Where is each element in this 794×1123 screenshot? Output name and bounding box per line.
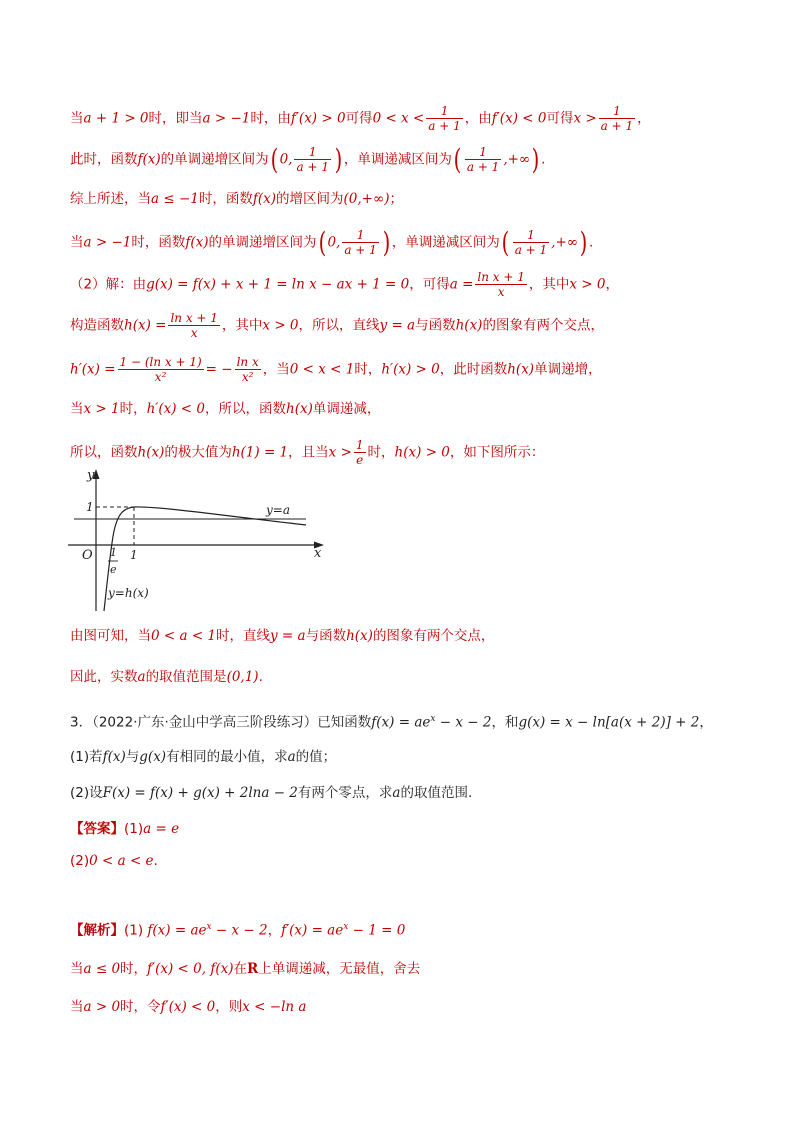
- denominator: a + 1: [344, 243, 377, 257]
- math: h(1) = 1: [231, 444, 289, 461]
- text: 单调递增，: [534, 361, 602, 378]
- denominator: a + 1: [296, 160, 329, 174]
- text: 在: [233, 961, 247, 977]
- text: 的值；: [295, 749, 337, 765]
- math: 0 < a < e: [89, 853, 154, 869]
- math: a: [392, 785, 401, 801]
- math-superscript: x: [430, 714, 436, 724]
- text: ，且当: [288, 444, 329, 461]
- math: − x − 2: [211, 922, 268, 939]
- text: 的取值范围.: [400, 785, 473, 801]
- denominator: x: [475, 284, 526, 299]
- function-graph: [68, 465, 338, 613]
- text: 所以，函数: [70, 444, 138, 461]
- text: 综上所述，当: [70, 191, 151, 207]
- text: 的图象有两个交点，: [482, 317, 604, 334]
- analysis-line-3: [70, 996, 764, 1018]
- math: x < −ln a: [242, 999, 307, 1015]
- math: h(x): [507, 361, 535, 378]
- text: 的单调递增区间为: [160, 151, 269, 168]
- text: ，当: [262, 361, 290, 378]
- solution-line-1: [70, 104, 764, 133]
- text: 时，: [354, 361, 382, 378]
- math-bold: R: [246, 961, 259, 977]
- text: 当: [70, 961, 84, 977]
- math: ,+∞: [551, 234, 579, 251]
- math: a > 0: [83, 999, 121, 1015]
- text: (2)设: [70, 785, 103, 801]
- math: x > 0: [262, 317, 299, 334]
- math: g(x) = x − ln[a(x + 2)] + 2: [518, 714, 700, 731]
- text: 的极大值为: [164, 444, 232, 461]
- numerator: 1: [308, 145, 317, 159]
- problem-3-part-2: [70, 782, 764, 804]
- fraction: [426, 104, 462, 133]
- math: f(x): [102, 749, 126, 765]
- math: f(x): [252, 191, 276, 207]
- math: a = e: [143, 821, 180, 837]
- math: (0,1): [226, 669, 259, 685]
- text: 时，由: [250, 110, 291, 127]
- fraction: [118, 355, 204, 384]
- answer-line-1: [70, 818, 764, 840]
- math: f(x) = ae: [371, 714, 431, 731]
- math: − x − 2: [435, 714, 492, 731]
- text: ，所以，直线: [298, 317, 380, 334]
- text: ，: [637, 110, 651, 127]
- math: f′(x) > 0: [290, 110, 346, 127]
- math: f′(x) < 0: [491, 110, 547, 127]
- math: 0 < x <: [372, 110, 425, 127]
- text: ，单调递减区间为: [391, 234, 500, 251]
- math: 0 < x < 1: [289, 361, 355, 378]
- x-tick-label-one: 1: [130, 548, 138, 562]
- math: h(x): [286, 401, 313, 417]
- fraction: [235, 355, 261, 384]
- text: 3．（2022·广东·金山中学高三阶段练习）已知函数: [70, 714, 372, 731]
- text: 有相同的最小值，求: [166, 749, 288, 765]
- text: ，单调递减区间为: [343, 151, 452, 168]
- text: 由图可知，当: [70, 628, 151, 644]
- solution-line-4: [70, 225, 764, 259]
- right-paren: ): [334, 142, 343, 176]
- solution-line-10: [70, 625, 764, 647]
- math: g(x) = f(x) + x + 1 = ln x − ax + 1 = 0: [146, 276, 410, 293]
- x-tick-label-inv-e-den: e: [110, 563, 117, 576]
- text: 可得: [546, 110, 574, 127]
- denominator: a + 1: [466, 160, 500, 174]
- text: .: [258, 669, 263, 685]
- text: 当: [70, 999, 84, 1015]
- origin-label: O: [82, 548, 93, 563]
- numerator: 1 − (ln x + 1): [119, 355, 202, 369]
- numerator: 1: [479, 145, 487, 159]
- math: h(x) > 0: [394, 444, 450, 461]
- text: 时，: [367, 444, 395, 461]
- math: x > 0: [569, 276, 606, 293]
- math: y = a: [270, 628, 306, 644]
- numerator: 1: [356, 228, 365, 242]
- left-paren: (: [318, 225, 326, 259]
- math: 0,: [327, 234, 341, 251]
- problem-3-statement: [70, 708, 764, 734]
- solution-line-5: [70, 270, 764, 299]
- math: − 1 = 0: [348, 922, 406, 939]
- math: a =: [449, 276, 474, 293]
- denominator: e: [354, 452, 366, 467]
- denominator: x²: [235, 369, 261, 384]
- numerator: 1: [355, 438, 364, 452]
- math: a + 1 > 0: [83, 110, 149, 127]
- math: f′(x) < 0, f(x): [147, 961, 234, 977]
- solution-line-8: [70, 398, 764, 420]
- text: ；: [389, 191, 403, 207]
- math: f′(x) = ae: [281, 922, 344, 939]
- text: ，和: [491, 714, 519, 731]
- text: (1): [124, 922, 148, 939]
- text: 时，直线: [216, 628, 271, 644]
- text: ，此时函数: [439, 361, 508, 378]
- math: x > 1: [83, 401, 120, 417]
- analysis-line-2: [70, 958, 764, 980]
- numerator: 1: [440, 104, 449, 118]
- text: （2）解：由: [70, 276, 147, 293]
- problem-3-part-1: [70, 746, 764, 768]
- math: a > −1: [202, 110, 251, 127]
- text: 时，函数: [198, 191, 253, 207]
- text: 与: [125, 749, 140, 765]
- solution-line-6: [70, 311, 764, 340]
- left-paren: (: [453, 142, 462, 176]
- math: a: [287, 749, 296, 765]
- denominator: a + 1: [428, 119, 461, 133]
- math: y = a: [379, 317, 416, 334]
- math: 0,: [279, 151, 293, 168]
- math-superscript: x: [343, 922, 349, 932]
- right-paren: ): [382, 225, 391, 259]
- text: ，其中: [221, 317, 263, 334]
- text: 的单调递增区间为: [208, 234, 317, 251]
- right-paren: ): [579, 225, 588, 259]
- fraction: [354, 438, 366, 467]
- text: 上单调递减，无最值，舍去: [258, 961, 421, 977]
- text: 时，: [120, 961, 148, 977]
- text: 单调递减，: [312, 401, 381, 417]
- solution-line-9: [70, 438, 764, 467]
- math: h(x): [455, 317, 483, 334]
- text: 构造函数: [70, 317, 124, 334]
- math: g(x): [139, 749, 167, 765]
- text: 时，即当: [148, 110, 203, 127]
- math: f(x): [185, 234, 209, 251]
- math: f′(x) < 0: [160, 999, 216, 1015]
- text: 时，函数: [131, 234, 186, 251]
- text: .: [541, 151, 546, 168]
- text: 有两个零点，求: [297, 785, 393, 801]
- math: a: [137, 669, 146, 685]
- text: ，: [699, 714, 713, 731]
- math: 0 < a < 1: [151, 628, 217, 644]
- denominator: x²: [118, 369, 204, 384]
- text: 与函数: [305, 628, 347, 644]
- numerator: ln x + 1: [170, 311, 218, 325]
- text: 的图象有两个交点，: [372, 628, 495, 644]
- text: ，: [267, 922, 282, 939]
- text: (1)若: [70, 749, 103, 765]
- numerator: 1: [613, 104, 621, 118]
- analysis-line-1: [70, 916, 764, 942]
- math: h(x): [137, 444, 165, 461]
- denominator: a + 1: [514, 243, 548, 257]
- math: h(x) =: [124, 317, 167, 334]
- math: h(x): [346, 628, 373, 644]
- math: x >: [328, 444, 352, 461]
- math: a > −1: [83, 234, 132, 251]
- answer-tag: 【答案】: [70, 821, 124, 837]
- text: 当: [70, 401, 84, 417]
- text: ，其中: [528, 276, 570, 293]
- text: .: [153, 853, 158, 869]
- solution-line-7: [70, 355, 764, 384]
- math: h′(x) =: [70, 361, 116, 378]
- text: 此时，函数: [70, 151, 138, 168]
- x-tick-label-inv-e-num: 1: [110, 546, 117, 559]
- curve-label-h-x: y=h(x): [108, 586, 149, 600]
- math: a ≤ −1: [151, 191, 199, 207]
- math-superscript: x: [206, 922, 212, 932]
- math: a ≤ 0: [83, 961, 121, 977]
- text: 与函数: [415, 317, 456, 334]
- text: 当: [70, 234, 84, 251]
- solution-line-11: [70, 666, 764, 688]
- text: (1): [124, 821, 144, 837]
- text: 因此，实数: [70, 669, 138, 685]
- right-paren: ): [531, 142, 540, 176]
- text: ，所以，函数: [205, 401, 286, 417]
- denominator: x: [168, 325, 219, 340]
- math: F(x) = f(x) + g(x) + 2lna − 2: [102, 785, 298, 801]
- text: 时，: [119, 401, 147, 417]
- text: (2): [70, 853, 90, 869]
- fraction: [599, 104, 635, 133]
- left-paren: (: [501, 225, 510, 259]
- fraction: [475, 270, 526, 299]
- y-axis-label: y: [87, 468, 95, 483]
- y-tick-label-one: 1: [86, 500, 94, 514]
- fraction: [465, 145, 501, 174]
- numerator: ln x + 1: [477, 270, 525, 284]
- solution-line-2: [70, 142, 764, 176]
- math: f(x): [137, 151, 161, 168]
- x-axis-label: x: [314, 546, 322, 561]
- text: 的取值范围是: [145, 669, 227, 685]
- text: .: [588, 234, 594, 251]
- line-label-y-a: y=a: [266, 503, 290, 517]
- text: 可得: [345, 110, 373, 127]
- fraction: [342, 228, 378, 257]
- text: ，由: [464, 110, 492, 127]
- numerator: 1: [527, 228, 535, 242]
- math: h′(x) > 0: [381, 361, 440, 378]
- math: (0,+∞): [343, 191, 390, 207]
- fraction: [294, 145, 330, 174]
- analysis-tag: 【解析】: [70, 922, 124, 939]
- text: ，则: [215, 999, 243, 1015]
- numerator: ln x: [236, 355, 259, 369]
- answer-line-2: [70, 850, 764, 872]
- text: 时，令: [120, 999, 161, 1015]
- text: 的增区间为: [276, 191, 344, 207]
- denominator: a + 1: [600, 119, 634, 133]
- text: ，: [605, 276, 619, 293]
- math: h′(x) < 0: [146, 401, 205, 417]
- text: 当: [70, 110, 84, 127]
- solution-line-3: [70, 188, 764, 210]
- math: ,+∞: [503, 151, 531, 168]
- left-paren: (: [270, 142, 278, 176]
- math: f(x) = ae: [147, 922, 207, 939]
- math: x >: [573, 110, 597, 127]
- fraction: [168, 311, 219, 340]
- fraction: [513, 228, 549, 257]
- text: ，如下图所示：: [449, 444, 545, 461]
- math: = −: [205, 361, 233, 378]
- text: ，可得: [409, 276, 450, 293]
